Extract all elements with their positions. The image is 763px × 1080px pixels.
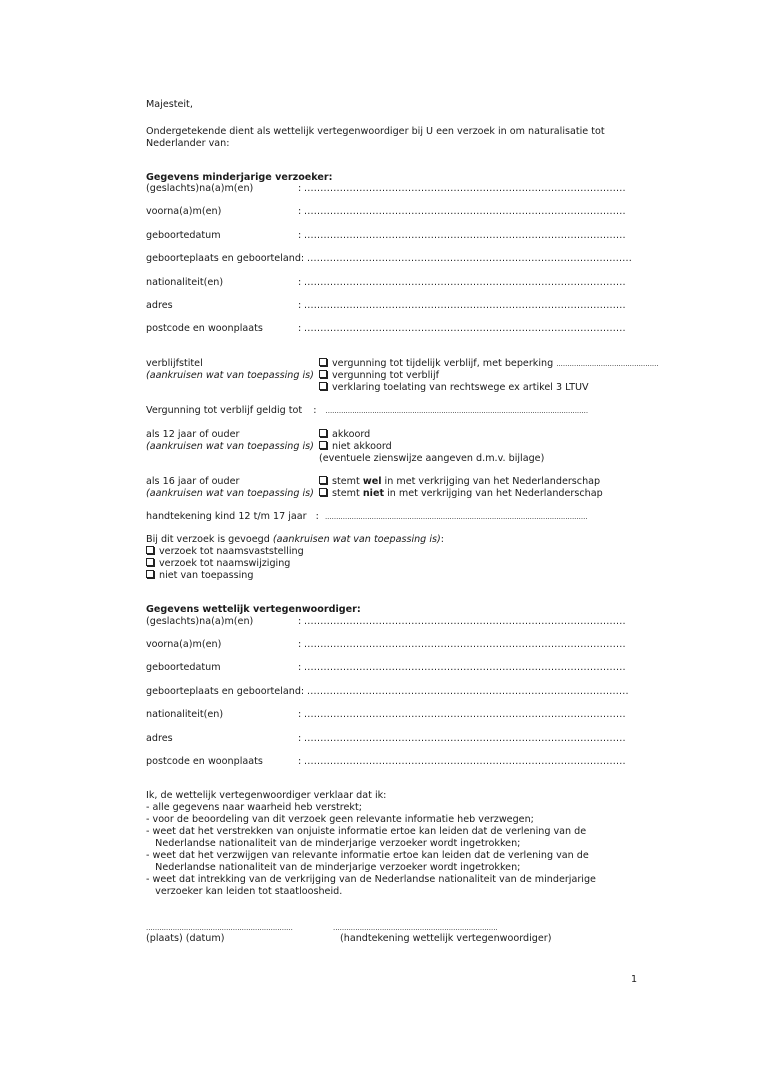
checkbox-icon[interactable]: [146, 558, 154, 566]
option-label: vergunning tot verblijf: [332, 370, 440, 381]
checkbox-icon[interactable]: [319, 370, 327, 378]
residence-option-permit[interactable]: [319, 370, 439, 382]
place-date-dotted-line[interactable]: ..................................................................: [146, 924, 293, 932]
field-colon: :: [298, 230, 302, 241]
field-label: nationaliteit(en): [146, 277, 224, 288]
declaration-line: - weet dat het verstrekken van onjuiste informatie ertoe kan leiden dat de verlening van de: [146, 826, 587, 837]
field-dotted-line: ...................................................................................................: [304, 756, 626, 767]
child-signature-field[interactable]: [146, 511, 588, 523]
field-label: (geslachts)na(a)m(en): [146, 616, 254, 627]
field-dotted-line: ...................................................................................................: [304, 323, 626, 334]
field-colon: :: [298, 709, 302, 720]
checkbox-icon[interactable]: [319, 441, 327, 449]
residence-option-ltuv[interactable]: [319, 382, 589, 394]
minor-address-field[interactable]: [146, 300, 646, 312]
option-emphasis: niet: [362, 488, 385, 499]
field-dotted-line: ...................................................................................................: [304, 206, 626, 217]
page-number: 1: [631, 974, 638, 985]
option-label: akkoord: [332, 429, 371, 440]
option-dotted-line: ..............................................: [556, 360, 659, 368]
checkbox-icon[interactable]: [319, 382, 327, 390]
rep-birthplace-field[interactable]: [146, 686, 646, 698]
field-dotted-line: ....................................................................................................: [307, 253, 632, 264]
field-colon: :: [298, 323, 302, 334]
place-date-label: (plaats) (datum): [146, 933, 225, 944]
rep-birthdate-field[interactable]: [146, 662, 646, 674]
rep-signature-label: (handtekening wettelijk vertegenwoordiger): [340, 933, 552, 944]
rep-signature-dotted-line[interactable]: ..........................................................................: [333, 924, 498, 932]
minor-firstname-field[interactable]: [146, 206, 646, 218]
field-dotted-line: ...................................................................................................: [304, 733, 626, 744]
option-text: in met verkrijging van het Nederlanderschap: [384, 488, 603, 499]
minor-birthplace-field[interactable]: [146, 253, 646, 265]
declaration-line: Nederlandse nationaliteit van de minderjarige verzoeker wordt ingetrokken;: [146, 862, 521, 873]
checkbox-icon[interactable]: [319, 488, 327, 496]
rep-section-heading: Gegevens wettelijk vertegenwoordiger:: [146, 604, 361, 615]
rep-firstname-field[interactable]: [146, 639, 646, 651]
option-text: in met verkrijging van het Nederlanderschap: [381, 476, 601, 487]
age12-option-disagree[interactable]: [319, 441, 392, 453]
residence-option-temporary[interactable]: [319, 358, 659, 370]
field-dotted-line: ......................................................................................................................: [324, 513, 588, 521]
option-label: vergunning tot tijdelijk verblijf, met beperking: [332, 358, 554, 369]
field-dotted-line: ...................................................................................................: [304, 300, 626, 311]
option-text: stemt: [332, 488, 363, 499]
minor-birthdate-field[interactable]: [146, 230, 646, 242]
minor-nationality-field[interactable]: [146, 277, 646, 289]
field-label: nationaliteit(en): [146, 709, 224, 720]
field-label: voorna(a)m(en): [146, 206, 222, 217]
declaration-lead: Ik, de wettelijk vertegenwoordiger verklaar dat ik:: [146, 790, 387, 801]
attached-lead-text: Bij dit verzoek is gevoegd: [146, 534, 273, 545]
attached-hint: (aankruisen wat van toepassing is): [272, 534, 441, 545]
field-colon: :: [298, 206, 302, 217]
field-colon: :: [298, 733, 302, 744]
field-dotted-line: ...................................................................................................: [304, 639, 626, 650]
field-label: geboorteplaats en geboorteland:: [146, 686, 305, 697]
greeting: Majesteit,: [146, 99, 193, 110]
minor-surname-field[interactable]: [146, 183, 646, 195]
field-label: geboortedatum: [146, 662, 221, 673]
checkbox-icon[interactable]: [319, 429, 327, 437]
field-label: postcode en woonplaats: [146, 323, 263, 334]
field-colon: :: [315, 511, 319, 522]
age16-option-no-consent[interactable]: [319, 488, 603, 500]
field-dotted-line: ......................................................................................................................: [325, 407, 589, 415]
field-dotted-line: ...................................................................................................: [304, 616, 626, 627]
attached-option-not-applicable[interactable]: [146, 570, 253, 582]
declaration-line: - weet dat het verzwijgen van relevante informatie ertoe kan leiden dat de verlening van de: [146, 850, 589, 861]
field-colon: :: [298, 662, 302, 673]
checkbox-icon[interactable]: [319, 476, 327, 484]
attached-tail: :: [440, 534, 444, 545]
field-label: handtekening kind 12 t/m 17 jaar: [146, 511, 307, 522]
attached-lead: [146, 534, 444, 546]
field-label: geboortedatum: [146, 230, 221, 241]
declaration-line: - alle gegevens naar waarheid heb verstrekt;: [146, 802, 362, 813]
field-dotted-line: ...................................................................................................: [304, 709, 626, 720]
field-colon: :: [298, 639, 302, 650]
field-dotted-line: ...................................................................................................: [304, 277, 626, 288]
checkbox-icon[interactable]: [146, 546, 154, 554]
attached-option-name-determination[interactable]: [146, 546, 304, 558]
minor-section-heading: Gegevens minderjarige verzoeker:: [146, 172, 333, 183]
checkbox-icon[interactable]: [319, 358, 327, 366]
field-colon: :: [298, 756, 302, 767]
age16-option-consent[interactable]: [319, 476, 600, 488]
field-dotted-line: ...................................................................................................: [304, 183, 626, 194]
age12-hint: (aankruisen wat van toepassing is): [146, 441, 314, 452]
option-label: verzoek tot naamsvaststelling: [159, 546, 304, 557]
rep-address-field[interactable]: [146, 733, 646, 745]
declaration-line: verzoeker kan leiden tot staatloosheid.: [146, 886, 343, 897]
option-label: niet van toepassing: [159, 570, 254, 581]
option-label: niet akkoord: [332, 441, 392, 452]
field-colon: :: [298, 616, 302, 627]
field-colon: :: [298, 277, 302, 288]
field-dotted-line: ...................................................................................................: [304, 230, 626, 241]
field-label: voorna(a)m(en): [146, 639, 222, 650]
field-label: adres: [146, 300, 173, 311]
field-colon: :: [313, 405, 317, 416]
declaration-line: - voor de beoordeling van dit verzoek geen relevante informatie heb verzwegen;: [146, 814, 534, 825]
option-label: verklaring toelating van rechtswege ex artikel 3 LTUV: [332, 382, 589, 393]
age12-note: (eventuele zienswijze aangeven d.m.v. bijlage): [319, 453, 545, 464]
checkbox-icon[interactable]: [146, 570, 154, 578]
age12-option-agree[interactable]: [319, 429, 370, 441]
field-dotted-line: ...................................................................................................: [304, 662, 626, 673]
field-colon: :: [298, 300, 302, 311]
declaration-line: Nederlandse nationaliteit van de minderjarige verzoeker wordt ingetrokken;: [146, 838, 521, 849]
field-colon: :: [298, 183, 302, 194]
field-label: postcode en woonplaats: [146, 756, 263, 767]
minor-postcode-field[interactable]: [146, 323, 646, 335]
field-label: adres: [146, 733, 173, 744]
field-label: geboorteplaats en geboorteland:: [146, 253, 305, 264]
option-emphasis: wel: [362, 476, 382, 487]
age16-hint: (aankruisen wat van toepassing is): [146, 488, 314, 499]
declaration-line: - weet dat intrekking van de verkrijging van de Nederlandse nationaliteit van de minderjarige: [146, 874, 596, 885]
rep-nationality-field[interactable]: [146, 709, 646, 721]
field-label: Vergunning tot verblijf geldig tot: [146, 405, 303, 416]
age12-label: als 12 jaar of ouder: [146, 429, 240, 440]
age16-label: als 16 jaar of ouder: [146, 476, 240, 487]
residence-label: verblijfstitel: [146, 358, 203, 369]
option-label: verzoek tot naamswijziging: [159, 558, 291, 569]
residence-hint: (aankruisen wat van toepassing is): [146, 370, 314, 381]
rep-postcode-field[interactable]: [146, 756, 646, 768]
valid-until-field[interactable]: [146, 405, 588, 417]
option-text: stemt: [332, 476, 363, 487]
attached-option-name-change[interactable]: [146, 558, 290, 570]
field-dotted-line: ...................................................................................................: [307, 686, 629, 697]
intro-line-2: Nederlander van:: [146, 138, 230, 149]
field-label: (geslachts)na(a)m(en): [146, 183, 254, 194]
intro-line-1: Ondergetekende dient als wettelijk vertegenwoordiger bij U een verzoek in om naturalisatie tot: [146, 126, 605, 137]
rep-surname-field[interactable]: [146, 616, 646, 628]
